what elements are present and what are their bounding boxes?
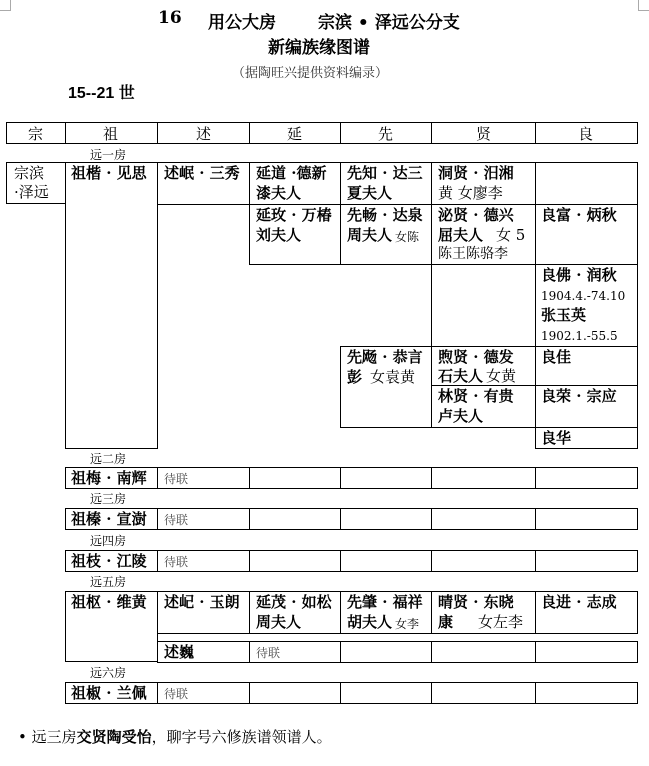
lifespan: 1902.1.-55.5	[541, 329, 618, 343]
row-divider	[249, 508, 341, 530]
row-divider	[340, 682, 432, 704]
liang-cell	[535, 162, 638, 205]
row-divider	[249, 682, 341, 704]
person-name: 述屺 · 玉朗	[164, 593, 240, 611]
zu-frame	[65, 162, 158, 449]
pending-note: 待联	[164, 513, 189, 527]
person-name: 良进 · 志成	[541, 593, 617, 611]
person-name: 延茂 · 如松	[256, 593, 332, 611]
zong-name: ·泽远	[14, 183, 49, 201]
page-title: 新编族缘图谱	[268, 38, 370, 58]
row-divider	[249, 550, 341, 572]
children-note: 女陈	[395, 230, 420, 244]
person-name: 先知 · 达三	[347, 164, 423, 182]
house-name: 用公大房	[208, 13, 276, 33]
column-header: 延	[287, 125, 303, 143]
spouse-name: 周夫人	[347, 226, 393, 244]
footer-note	[18, 726, 332, 747]
row-divider	[431, 682, 536, 704]
corner-mark	[638, 0, 649, 11]
generation-range: 15--21 世	[68, 85, 135, 102]
spouse-name: 刘夫人	[256, 226, 302, 244]
spouse-name: 周夫人	[256, 613, 302, 631]
spouse-name: 康	[438, 613, 454, 631]
spouse-name: 张玉英	[541, 306, 587, 324]
branch-label: 远五房	[90, 575, 127, 589]
person-name: 延道 ·德新	[256, 164, 327, 182]
branch-label: 远六房	[90, 666, 127, 680]
pending-note: 待联	[164, 555, 189, 569]
lifespan: 1904.4.-74.10	[541, 289, 626, 303]
spouse-name: 胡夫人	[347, 613, 393, 631]
row-divider	[431, 641, 536, 663]
source-note: （据陶旺兴提供资料编录）	[232, 66, 389, 81]
spouse-name: 卢夫人	[438, 407, 484, 425]
row-divider	[340, 550, 432, 572]
branch-label: 远二房	[90, 452, 127, 466]
person-name: 良佛 · 润秋	[541, 266, 617, 284]
person-name: 良华	[541, 429, 572, 447]
pending-note: 待联	[164, 687, 189, 701]
branch-label: 远四房	[90, 534, 127, 548]
person-name: 良佳	[541, 348, 572, 366]
person-name: 煦贤 · 德发	[438, 348, 514, 366]
person-name: 洞贤 · 汨湘	[438, 164, 514, 182]
children-note: 女左李	[478, 613, 524, 631]
column-header: 述	[196, 125, 212, 143]
person-name: 祖枝 · 江陵	[71, 552, 147, 570]
person-name: 泌贤 · 德兴	[438, 206, 514, 224]
spouse-name: 彭	[347, 368, 363, 386]
row-divider	[340, 508, 432, 530]
bullet: •	[18, 728, 27, 746]
row-divider	[431, 508, 536, 530]
spouse-name: 夏夫人	[347, 184, 393, 202]
children-note: 女 5	[496, 226, 526, 244]
person-name: 祖椒 · 兰佩	[71, 684, 147, 702]
person-name: 述巍	[164, 643, 195, 661]
footer-bold: 交贤陶受怡	[76, 728, 152, 746]
page-number: 16	[158, 8, 182, 28]
column-header: 宗	[28, 125, 44, 143]
children-note: 女袁黄	[370, 368, 416, 386]
corner-mark	[0, 0, 11, 11]
children-note: 女黄	[486, 367, 517, 385]
children-note: 陈王陈骆李	[438, 246, 508, 262]
row-divider	[249, 467, 341, 489]
row-divider	[535, 641, 638, 663]
row-divider	[340, 467, 432, 489]
person-name: 祖榛 · 宣澍	[71, 510, 147, 528]
person-name: 良富 · 炳秋	[541, 206, 617, 224]
spouse-name: 石夫人	[438, 367, 484, 385]
branch-label: 远三房	[90, 492, 127, 506]
spouse-name: 屈夫人	[438, 226, 484, 244]
footer-pre: 远三房	[31, 728, 77, 746]
column-header: 祖	[103, 125, 119, 143]
branch-label: 远一房	[90, 148, 127, 162]
zong-name: 宗滨	[14, 164, 45, 182]
branch-name: 宗滨 • 泽远公分支	[318, 13, 460, 33]
person-name: 先飏 · 恭言	[347, 348, 423, 366]
column-header: 先	[378, 125, 394, 143]
row-divider	[340, 641, 432, 663]
pending-note: 待联	[164, 472, 189, 486]
spouse-name: 黄 女廖李	[438, 184, 503, 202]
row-divider	[431, 467, 536, 489]
row-divider	[431, 550, 536, 572]
column-header: 良	[578, 125, 594, 143]
person-name: 先畅 · 达泉	[347, 206, 423, 224]
column-header: 贤	[476, 125, 492, 143]
person-name: 祖枢 · 维黄	[71, 593, 147, 611]
person-name: 祖楷 · 见思	[71, 164, 147, 182]
xianx-cell	[431, 264, 536, 347]
spouse-name: 漆夫人	[256, 184, 302, 202]
person-name: 述岷 · 三秀	[164, 164, 240, 182]
footer-post: ，聊字号六修族谱领谱人。	[151, 728, 332, 746]
person-name: 延玫 · 万椿	[256, 206, 332, 224]
person-name: 林贤 · 有贵	[438, 387, 514, 405]
person-name: 祖梅 · 南辉	[71, 469, 147, 487]
person-name: 先肇 · 福祥	[347, 593, 423, 611]
person-name: 晴贤 · 东晓	[438, 593, 514, 611]
children-note: 女李	[395, 617, 420, 631]
person-name: 良荣 · 宗应	[541, 387, 617, 405]
pending-note: 待联	[256, 646, 281, 660]
